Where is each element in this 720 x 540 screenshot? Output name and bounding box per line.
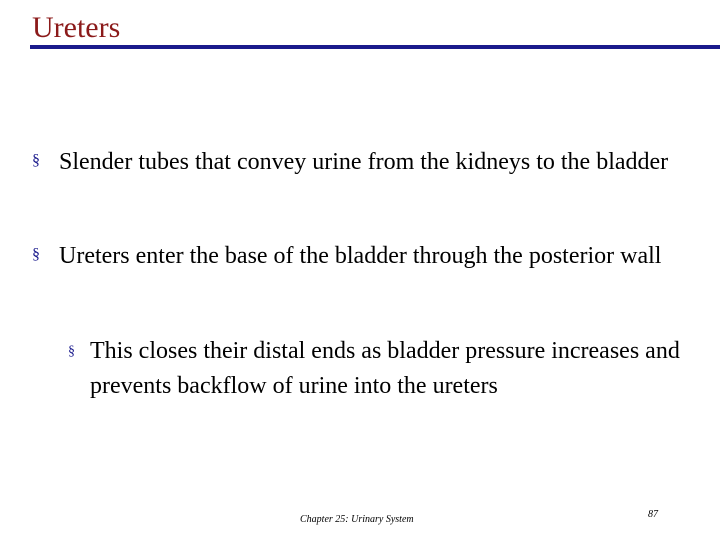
sub-bullet-text: This closes their distal ends as bladder pressure increases and prevents backflow of urine into the ureters [90, 338, 680, 399]
bullet-item-2 [32, 238, 699, 274]
bullet-marker-icon: § [32, 152, 40, 169]
bullet-item-1 [32, 144, 699, 180]
title-underline [30, 45, 720, 49]
bullet-text: Slender tubes that convey urine from the kidneys to the bladder [59, 149, 669, 175]
page-number: 87 [648, 509, 658, 520]
sub-bullet-marker-icon: § [68, 344, 75, 359]
bullet-text: Ureters enter the base of the bladder through the posterior wall [59, 243, 662, 269]
slide-title: Ureters [32, 11, 121, 44]
sub-bullet-item-1 [68, 334, 690, 404]
bullet-marker-icon: § [32, 246, 40, 263]
footer-chapter-label: Chapter 25: Urinary System [300, 514, 414, 525]
